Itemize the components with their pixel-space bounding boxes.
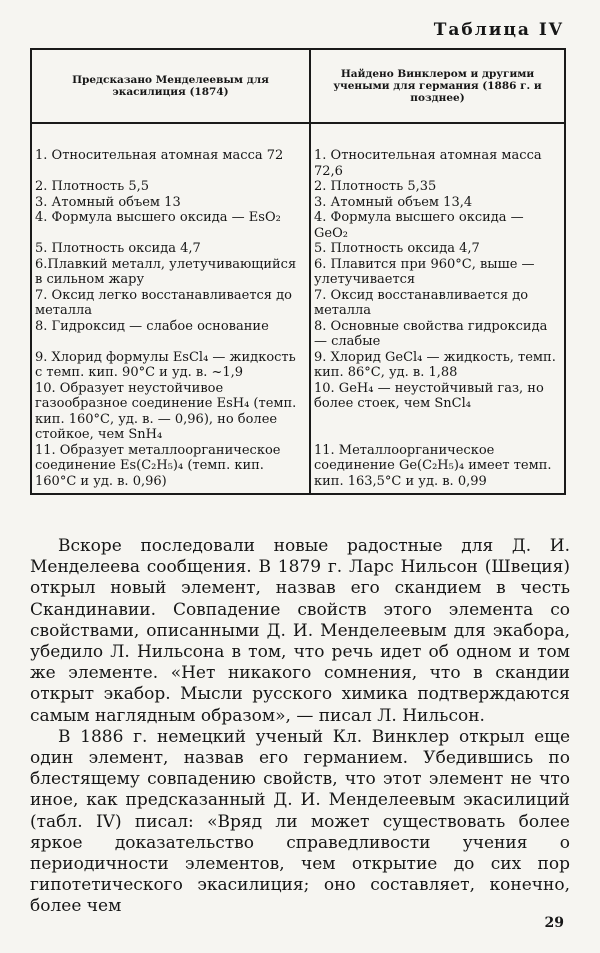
predicted-cell: 9. Хлорид формулы EsCl₄ — жидкость с темп. кип. 90°С и уд. в. ~1,9 xyxy=(31,350,310,381)
page-number: 29 xyxy=(544,915,564,931)
predicted-cell: 6.Плавкий металл, улетучивающийся в сильном жару xyxy=(31,257,310,288)
table-row xyxy=(31,210,565,241)
table-caption: Таблица IV xyxy=(433,20,564,40)
predicted-cell: 7. Оксид легко восстанавливается до металла xyxy=(31,288,310,319)
found-cell: 2. Плотность 5,35 xyxy=(314,179,437,194)
predicted-cell: 4. Формула высшего оксида — EsO₂ xyxy=(31,210,310,241)
body-text xyxy=(30,536,570,918)
table-header-row xyxy=(31,49,565,123)
header-found: Найдено Винклером и другими учеными для германия (1886 г. и позднее) xyxy=(310,49,565,123)
paragraph: В 1886 г. немецкий ученый Кл. Винклер открыл еще один элемент, назвав его германием. Убедившись по блестящему совпадению свойств, что этот элемент не что иное, как предсказанный Д. И. Менделеевым экасилиций (табл. IV) писал: «Вряд ли может существовать более яркое доказательство справедливости учения о периодичности элементов, чем открытие до сих пор гипотетического экасилиция; оно составляет, конечно, более чем xyxy=(30,726,570,917)
table-row xyxy=(31,381,565,443)
found-cell: 5. Плотность оксида 4,7 xyxy=(314,241,480,256)
predicted-cell: 2. Плотность 5,5 xyxy=(31,179,310,195)
predicted-cell: 11. Образует металлоорганическое соединение Es(C₂H₅)₄ (темп. кип. 160°С и уд. в. 0,96) xyxy=(31,443,310,490)
found-cell: 6. Плавится при 960°С, выше — улетучивается xyxy=(314,256,535,287)
table-row xyxy=(31,195,565,211)
table-row xyxy=(31,288,565,319)
predicted-cell: 5. Плотность оксида 4,7 xyxy=(31,241,310,257)
found-cell: 10. GeH₄ — неустойчивый газ, но более стоек, чем SnCl₄ xyxy=(314,380,544,411)
paragraph: Вскоре последовали новые радостные для Д. И. Менделеева сообщения. В 1879 г. Ларс Нильсон (Швеция) открыл новый элемент, назвав его скандием в честь Скандинавии. Совпадение свойств этого элемента со свойствами, описанными Д. И. Менделеевым для экабора, убедило Л. Нильсона в том, что речь идет об одном и том же элементе. «Нет никакого сомнения, что в скандии открыт экабор. Мысли русского химика подтверждаются самым наглядным образом», — писал Л. Нильсон. xyxy=(30,536,570,726)
table-row xyxy=(31,319,565,350)
found-cell: 9. Хлорид GeCl₄ — жидкость, темп. кип. 86°С, уд. в. 1,88 xyxy=(314,349,556,380)
found-cell: 11. Металлоорганическое соединение Ge(C₂H₅)₄ имеет темп. кип. 163,5°С и уд. в. 0,99 xyxy=(314,442,552,489)
table-spacer-row xyxy=(31,489,565,494)
predicted-cell: 1. Относительная атомная масса 72 xyxy=(31,148,310,179)
comparison-table xyxy=(30,48,566,495)
found-cell: 1. Относительная атомная масса 72,6 xyxy=(314,148,542,179)
found-cell: 7. Оксид восстанавливается до металла xyxy=(314,287,529,318)
predicted-cell: 10. Образует неустойчивое газообразное соединение EsH₄ (темп. кип. 160°С, уд. в. — 0,96), но более стойкое, чем SnH₄ xyxy=(31,381,310,443)
predicted-cell: 8. Гидроксид — слабое основание xyxy=(31,319,310,350)
table-spacer-row xyxy=(31,123,565,148)
table-row xyxy=(31,241,565,257)
predicted-cell: 3. Атомный объем 13 xyxy=(31,195,310,211)
table-row xyxy=(31,179,565,195)
header-predicted: Предсказано Менделеевым для экасилиция (1874) xyxy=(31,49,310,123)
table-row xyxy=(31,148,565,179)
found-cell: 4. Формула высшего оксида — GeO₂ xyxy=(314,210,524,241)
table-row xyxy=(31,350,565,381)
found-cell: 3. Атомный объем 13,4 xyxy=(314,194,473,210)
found-cell: 8. Основные свойства гидроксида — слабые xyxy=(314,318,548,349)
table-row xyxy=(31,257,565,288)
table-row xyxy=(31,443,565,490)
